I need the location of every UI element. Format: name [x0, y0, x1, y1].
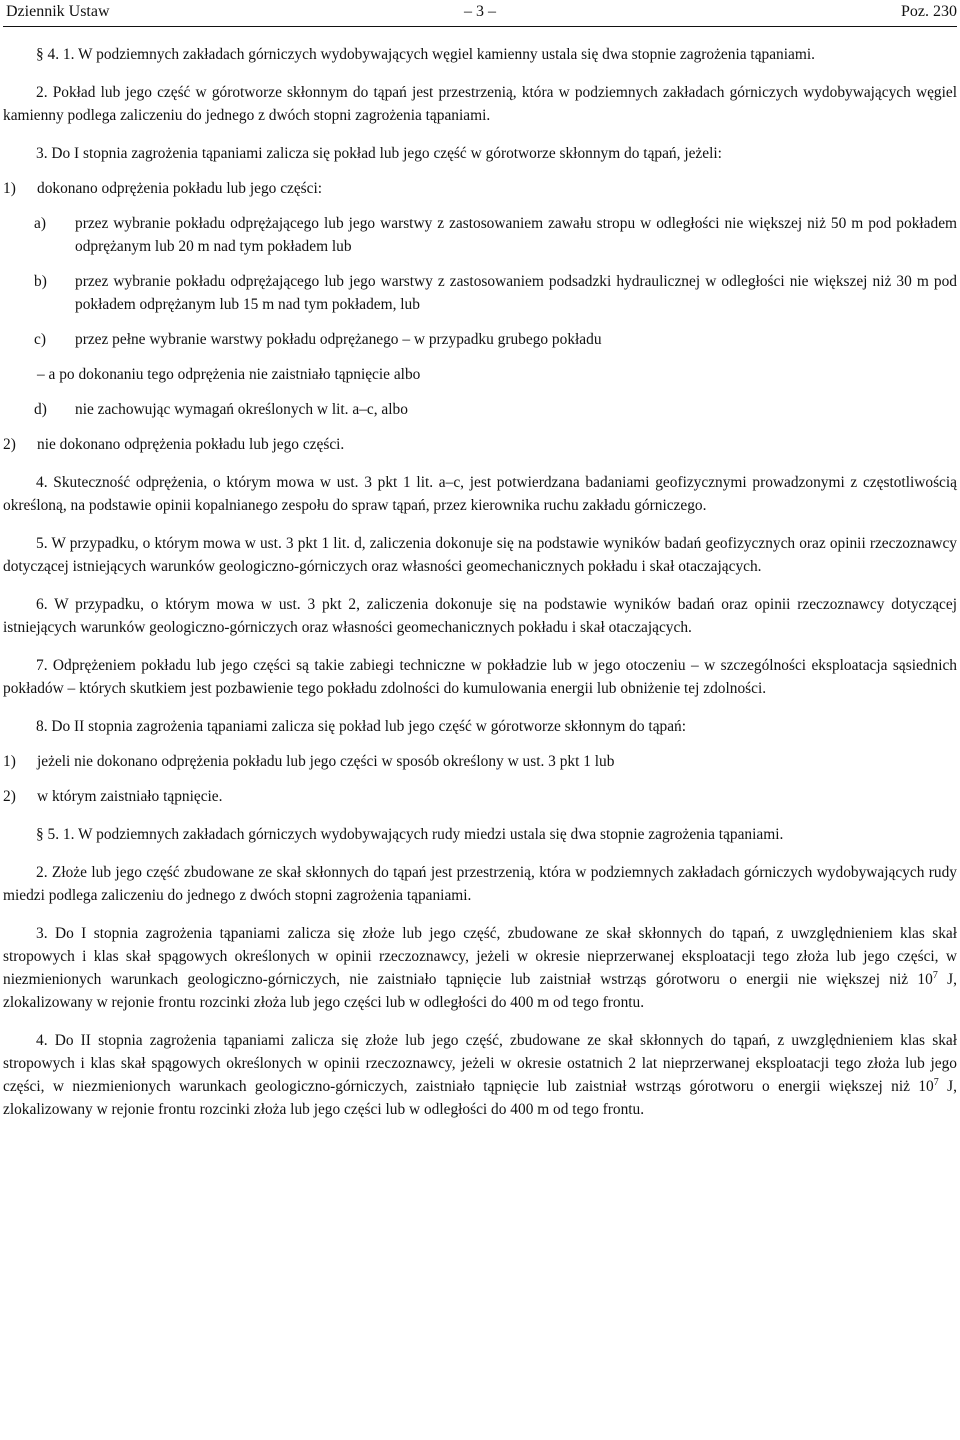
paragraph-s5-4 — [3, 1029, 957, 1121]
paragraph-s4-3: 3. Do I stopnia zagrożenia tąpaniami zalicza się pokład lub jego część w górotworze skłonnym do tąpań, jeżeli: — [36, 145, 722, 162]
paragraph-s4-5: 5. W przypadku, o którym mowa w ust. 3 pkt 1 lit. d, zaliczenia dokonuje się na podstawie wyników badań geofizycznych oraz opinii rzeczoznawcy dotyczącej istniejących warunków geologiczno-górniczych oraz własności geomechanicznych pokładu i skał otaczających. — [3, 535, 957, 575]
list-item-text: nie zachowując wymagań określonych w lit. a–c, albo — [75, 401, 408, 418]
paragraph-s4-1: § 4. 1. W podziemnych zakładach górniczych wydobywających węgiel kamienny ustala się dwa stopnie zagrożenia tąpaniami. — [36, 46, 815, 63]
text-segment: J, zlokalizowany w rejonie frontu rozcinki złoża lub jego części lub w odległości do 400 m od tego frontu. — [3, 971, 957, 1011]
paragraph-s4-4: 4. Skuteczność odprężenia, o którym mowa w ust. 3 pkt 1 lit. a–c, jest potwierdzana badaniami geofizycznymi prowadzonymi z częstotliwością określoną, na podstawie opinii kopalnianego zespołu do spraw tąpań, przez kierownika ruchu zakładu górniczego. — [3, 474, 957, 514]
list-item-text: przez wybranie pokładu odprężającego lub jego warstwy z zastosowaniem zawału stropu w odległości nie większej niż 50 m pod pokładem odprężanym lub 20 m nad tym pokładem lub — [75, 215, 957, 255]
position-number: Poz. 230 — [901, 3, 957, 20]
list-item-s4-3-1-d — [3, 398, 957, 421]
text-segment: J, zlokalizowany w rejonie frontu rozcinki złoża lub jego części lub w odległości do 400 m od tego frontu. — [3, 1078, 957, 1118]
page-number: – 3 – — [464, 3, 496, 20]
list-item-text: dokonano odprężenia pokładu lub jego części: — [37, 180, 323, 197]
list-item-text: jeżeli nie dokonano odprężenia pokładu lub jego części w sposób określony w ust. 3 pkt 1 lub — [37, 753, 615, 770]
list-item-s4-8-2 — [3, 785, 957, 808]
list-marker: a) — [34, 215, 46, 232]
list-item-text: nie dokonano odprężenia pokładu lub jego części. — [37, 436, 345, 453]
paragraph-s4-6: 6. W przypadku, o którym mowa w ust. 3 pkt 2, zaliczenia dokonuje się na podstawie wyników badań oraz opinii rzeczoznawcy dotyczącej istniejących warunków geologiczno-górniczych oraz własności geomechanicznych pokładu i skał otaczających. — [3, 596, 957, 636]
list-item-s4-3-2 — [3, 433, 957, 456]
page-header — [3, 0, 957, 27]
paragraph-s4-7: 7. Odprężeniem pokładu lub jego części są takie zabiegi techniczne w pokładzie lub w jego otoczeniu – w szczególności eksploatacja sąsiednich pokładów – których skutkiem jest pozbawienie tego pokładu zdolności do kumulowania energii lub obniżenie tej zdolności. — [3, 657, 957, 697]
list-marker: c) — [34, 331, 46, 348]
paragraph-s4-8: 8. Do II stopnia zagrożenia tąpaniami zalicza się pokład lub jego część w górotworze skłonnym do tąpań: — [36, 718, 687, 735]
list-item-s4-8-1 — [3, 750, 957, 773]
journal-title: Dziennik Ustaw — [6, 3, 110, 20]
list-marker: d) — [34, 401, 47, 418]
list-marker: 2) — [3, 788, 16, 805]
paragraph-s5-3 — [3, 922, 957, 1014]
text-segment: 4. Do II stopnia zagrożenia tąpaniami zalicza się złoże lub jego część, zbudowane ze skał skłonnych do tąpań, z uwzględnieniem klas skał stropowych i klas skał spągowych określonych w opinii rzeczoznawcy, jeżeli w okresie ostatnich 2 lat nieprzerwanej eksploatacji tego złoża lub jego części, w niezmienionych warunkach geologiczno-górniczych, zaistniało tąpnięcie lub zaistniał wstrząs górotworu o energii większej niż 10 — [3, 1032, 957, 1095]
list-item-text: przez wybranie pokładu odprężającego lub jego warstwy z zastosowaniem podsadzki hydraulicznej w odległości nie większej niż 30 m pod pokładem odprężanym lub 15 m nad tym pokładem, lub — [75, 273, 957, 313]
list-item-text: w którym zaistniało tąpnięcie. — [37, 788, 223, 805]
list-item-text: przez pełne wybranie warstwy pokładu odprężanego – w przypadku grubego pokładu — [75, 331, 602, 348]
exponent: 7 — [933, 1076, 939, 1088]
paragraph-s4-2: 2. Pokład lub jego część w górotworze skłonnym do tąpań jest przestrzenią, która w podziemnych zakładach górniczych wydobywających węgiel kamienny podlega zaliczeniu do jednego z dwóch stopni zagrożenia tąpaniami. — [3, 84, 957, 124]
paragraph-s5-2: 2. Złoże lub jego część zbudowane ze skał skłonnych do tąpań jest przestrzenią, która w podziemnych zakładach górniczych wydobywających rudy miedzi podlega zaliczeniu do jednego z dwóch stopni zagrożenia tąpaniami. — [3, 864, 957, 904]
exponent: 7 — [932, 969, 938, 981]
list-item-s4-3-1-b — [3, 270, 957, 316]
list-marker: 1) — [3, 180, 16, 197]
list-marker: 1) — [3, 753, 16, 770]
list-item-s4-3-1-c — [3, 328, 957, 351]
list-item-s4-3-1 — [3, 177, 957, 200]
list-item-s4-3-1-a — [3, 212, 957, 258]
dash-clause: – a po dokonaniu tego odprężenia nie zaistniało tąpnięcie albo — [37, 366, 421, 383]
list-marker: 2) — [3, 436, 16, 453]
text-segment: 3. Do I stopnia zagrożenia tąpaniami zalicza się złoże lub jego część, zbudowane ze skał skłonnych do tąpań, z uwzględnieniem klas skał stropowych i klas skał spągowych określonych w opinii rzeczoznawcy, jeżeli w okresie nieprzerwanej eksploatacji tego złoża lub jego części, w niezmienionych warunkach geologiczno-górniczych, nie zaistniało tąpnięcie lub zaistniał wstrząs górotworu o energii nie większej niż 10 — [3, 925, 957, 988]
list-marker: b) — [34, 273, 47, 290]
paragraph-s5-1: § 5. 1. W podziemnych zakładach górniczych wydobywających rudy miedzi ustala się dwa stopnie zagrożenia tąpaniami. — [36, 826, 784, 843]
